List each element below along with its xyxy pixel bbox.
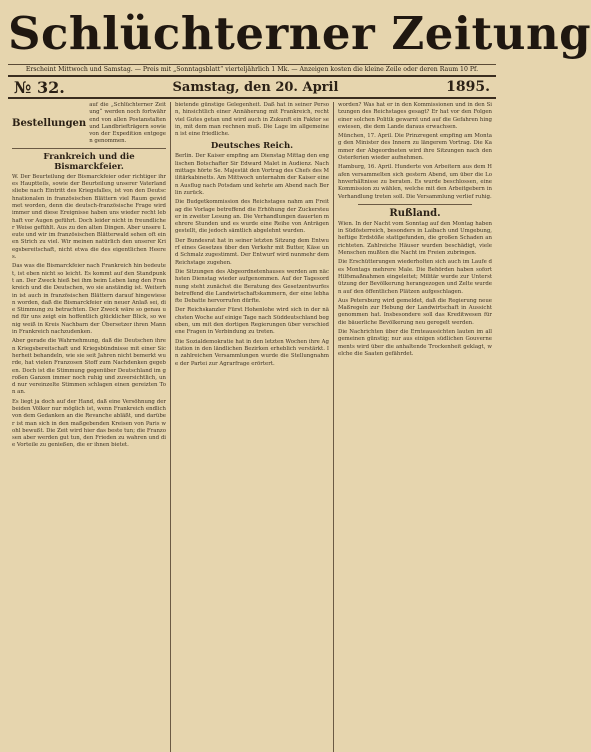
paragraph: Aber gerade die Wahrnehmung, daß die Deutschen ihren Kriegsbereitschaft und Kriegsbündnisse mit einer Sicherheit behandeln, wie sie seit Jahren nicht bemerkt wurde, hat vielen Franzosen Stoff zum Nachdenken gegeben. Doch ist die Stimmung gegenüber Deutschland im großen Ganzen immer noch ruhig und zuversichtlich, und nur vereinzelte Stimmen schlagen einen gereizten Ton an. bbox=[12, 338, 166, 396]
paragraph: Die Nachrichten über die Ernteaussichten lauten im allgemeinen günstig; nur aus einigen südlichen Gouvernements wird über die anhaltende Trockenheit geklagt, welche die Saaten gefährdet. bbox=[338, 329, 492, 357]
subscription-line: Erscheint Mittwoch und Samstag. — Preis mit „Sonntagsblatt“ vierteljährlich 1 Mk. — Anzeigen kosten die kleine Zeile oder deren Raum 10 Pf. bbox=[8, 64, 496, 77]
article-heading-france: Frankreich und die Bismarckfeier. bbox=[43, 151, 135, 172]
paragraph: München, 17. April. Die Prinzregent empfing am Montag den Minister des Innern zu längerem Vortrag. Die Kammer der Abgeordneten wird ihre Sitzungen nach den Osterferien wieder aufnehmen. bbox=[338, 133, 492, 162]
divider bbox=[358, 204, 472, 205]
notice-title: Bestellungen bbox=[12, 118, 87, 130]
paragraph: Wien. In der Nacht vom Sonntag auf den Montag haben in Südösterreich, besonders in Laibach und Umgebung, heftige Erdstöße stattgefunden, die großen Schaden anrichteten. Zahlreiche Häuser wurden beschädigt, viele Menschen mußten die Nacht im Freien zubringen. bbox=[338, 220, 492, 257]
article-heading-reich: Deutsches Reich. bbox=[210, 141, 294, 152]
paragraph: Die Sozialdemokratie hat in den letzten Wochen ihre Agitation in den ländlichen Bezirken erheblich verstärkt. In zahlreichen Versammlungen wurde die Stellungnahme der Partei zur Agrarfrage erörtert. bbox=[175, 338, 329, 367]
column-left bbox=[8, 102, 170, 752]
paragraph: Das was die Bismarckfeier nach Frankreich hin bedeutet, ist eben nicht so leicht. Es kommt auf den Standpunkt an. Der Zweck hieß bei ihm beim Leben lang den Frankreich und die Deutschen, wo sie anständig ist. Weiterhin ist auch in französischen Blättern darauf hingewiesen worden, daß die Bismarckfeier ein neuer Anlaß sei, die Stimmung zu betrachten. Der Zweck wäre so genau und für uns zeigt ein hoffentlich glücklicher Blick, so wenig weiß in Kreis Nachbarn der Übersetzer ihren Mann in Frankreich nachzudenken. bbox=[12, 263, 166, 336]
paragraph: Der Reichskanzler Fürst Hohenlohe wird sich in der nächsten Woche auf einige Tage nach Süddeutschland begeben, um mit den dortigen Regierungen über verschiedene Fragen in Verbindung zu treten. bbox=[175, 307, 329, 336]
paragraph: Aus Petersburg wird gemeldet, daß die Regierung neue Maßregeln zur Hebung der Landwirtschaft in Aussicht genommen hat. Insbesondere soll das Kreditwesen für die bäuerliche Bevölkerung neu geregelt werden. bbox=[338, 297, 492, 326]
paragraph: Die Sitzungen des Abgeordnetenhauses werden am nächsten Dienstag wieder aufgenommen. Auf der Tagesordnung steht zunächst die Beratung des Gesetzentwurfes betreffend die Landwirtschaftskammern, der eine lebhafte Debatte hervorrufen dürfte. bbox=[175, 268, 329, 305]
subscription-notice bbox=[12, 102, 166, 149]
paragraph: bietende günstige Gelegenheit. Daß hat in seiner Person, hinsichtlich einer Annäherung mit Frankreich, recht viel Gutes getan und wird auch in Zukunft ein Faktor sein, mit dem man rechnen muß. Die Lage im allgemeinen ist eine friedliche. bbox=[175, 102, 329, 138]
article-heading-russia: Rußland. bbox=[389, 207, 441, 219]
issue-number: № 32. bbox=[14, 77, 65, 97]
paragraph: Der Bundesrat hat in seiner letzten Sitzung dem Entwurf eines Gesetzes über den Verkehr mit Butter, Käse und Schmalz zugestimmt. Der Entwurf wird nunmehr dem Reichstage zugehen. bbox=[175, 237, 329, 266]
masthead-title: Schlüchterner Zeitung bbox=[8, 7, 591, 60]
issue-date: Samstag, den 20. April bbox=[172, 79, 339, 95]
paragraph: Berlin. Der Kaiser empfing am Dienstag Mittag den englischen Botschafter Sir Edward Malet in Audienz. Nachmittags hörte Se. Majestät den Vortrag des Chefs des Militärkabinetts. Am Mittwoch unternahm der Kaiser einen Ausflug nach Potsdam und kehrte am Abend nach Berlin zurück. bbox=[175, 153, 329, 196]
issue-dateline bbox=[8, 77, 496, 99]
article-columns bbox=[8, 102, 496, 752]
paragraph: Es liegt ja doch auf der Hand, daß eine Versöhnung der beiden Völker nur möglich ist, wenn Frankreich endlich von dem Gedanken an die Revanche abläßt, und darüber ist man sich in den maßgebenden Kreisen von Paris wohl bewußt. Die Zeit wird hier das beste tun; die Franzosen aber werden gut tun, den Frieden zu wahren und die Vorteile zu genießen, die er ihnen bietet. bbox=[12, 398, 166, 449]
notice-text: auf die „Schlüchterner Zeitung“ werden noch fortwährend von allen Postanstalten und Landbriefträgern sowie von der Expedition entgegen genommen. bbox=[89, 102, 166, 145]
newspaper-page bbox=[8, 6, 591, 746]
paragraph: W. Der Beurteilung der Bismarckfeier oder richtiger ihres Hauptteils, sowie der Beurteilung unserer Vaterlandsliebe nach Eintritt des Kriegsfalles, ist von den Deutschnationalen in französischen Blättern viel Raum gewidmet worden, denn die deutsch-französische Frage wird immer und diese Ereignisse haben uns wieder recht lebhaft vor Augen geführt. Doch leider nicht in freundlicher Weise gefühlt. Aus zu den alten Dingen. Aber unsere Leute und wir im französischen Blätterwald sehen oft einen Strich zu viel. Wir meinen natürlich den unserer Kriegsbereitschaft, nicht etwa die des eigentlichen Heeres. bbox=[12, 173, 166, 261]
paragraph: Die Budgetkommission des Reichstages nahm am Freitag die Vorlage betreffend die Erhöhung der Zuckersteuer in zweiter Lesung an. Die Verhandlungen dauerten mehrere Stunden und es wurde eine Reihe von Anträgen gestellt, die jedoch sämtlich abgelehnt wurden. bbox=[175, 199, 329, 235]
column-right bbox=[333, 102, 496, 752]
paragraph: Hamburg, 16. April. Hunderte von Arbeitern aus dem Hafen versammelten sich gestern Abend, um über die Lohnverhältnisse zu beraten. Es wurde beschlossen, eine Kommission zu wählen, welche mit den Arbeitgebern in Verhandlung treten soll. Die Versammlung verlief ruhig. bbox=[338, 164, 492, 200]
paragraph: worden? Was hat er in den Kommissionen und in den Sitzungen des Reichstages gesagt? Er hat vor den Folgen einer solchen Politik gewarnt und auf die Gefahren hingewiesen, die dem Lande daraus erwachsen. bbox=[338, 102, 492, 130]
column-middle bbox=[170, 102, 333, 752]
issue-year: 1895. bbox=[446, 79, 490, 95]
paragraph: Die Erschütterungen wiederholten sich auch im Laufe des Montags mehrere Male. Die Behörden haben sofort Hilfsmaßnahmen eingeleitet; Militär wurde zur Unterstützung der Bevölkerung herangezogen und Zelte wurden auf den öffentlichen Plätzen aufgeschlagen. bbox=[338, 259, 492, 295]
